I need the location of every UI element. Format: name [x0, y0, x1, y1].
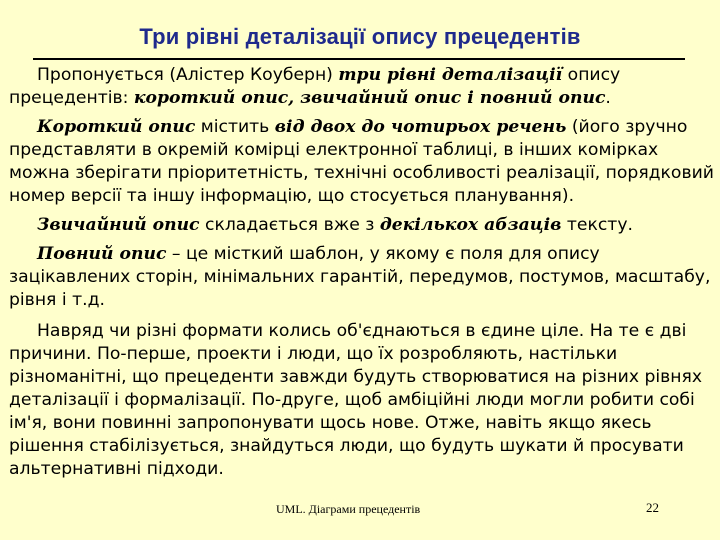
paragraph-intro: [9, 64, 717, 110]
emphasis-three-levels: три рівні деталізації: [338, 65, 563, 85]
emphasis-usual-description: Звичайний опис: [37, 215, 200, 235]
paragraph-full-description: [9, 243, 717, 312]
text-segment: складається вже з: [199, 215, 380, 235]
emphasis-short-description: Короткий опис: [37, 117, 196, 137]
text-segment: Навряд чи різні формати колись об'єднаються в єдине ціле. На те є дві причини. По-перше, проекти і люди, що їх розробляють, настільки різноманітні, що прецеденти завжди будуть створюватися на різних рівнях деталізації і формалізації. По-друге, щоб амбіційні люди могли робити собі ім'я, вони повинні запропонувати щось нове. Отже, навіть якщо якесь рішення стабілізується, знайдуться люди, що будуть шукати й просувати альтернативні підходи.: [9, 321, 703, 479]
emphasis-sentence-count: від двох до чотирьох речень: [274, 117, 567, 137]
emphasis-several-paragraphs: декількох абзаців: [379, 215, 562, 235]
text-segment: – це місткий шаблон, у якому є поля для опису зацікавлених сторін, мінімальних гарантій, передумов, постумов, масштабу, рівня і т.д.: [9, 244, 711, 310]
text-segment: Пропонується (Алістер Коуберн): [37, 65, 339, 85]
text-segment: опису прецедентів:: [9, 65, 621, 108]
page-number: 22: [646, 500, 659, 515]
paragraph-usual-description: [9, 214, 717, 237]
slide-body: [9, 64, 717, 482]
emphasis-description-types: короткий опис, звичайний опис і повний опис: [133, 88, 606, 108]
text-segment: тексту.: [561, 215, 633, 235]
paragraph-short-description: [9, 116, 717, 208]
text-segment: .: [605, 88, 611, 108]
text-segment: містить: [195, 117, 275, 137]
paragraph-conclusion: [9, 320, 717, 481]
title-divider: [33, 58, 685, 60]
footer-label: UML. Діаграми прецедентів: [276, 502, 421, 516]
slide-title: Три рівні деталізації опису прецедентів: [139, 24, 581, 49]
text-segment: (його зручно представляти в окремій комірці електронної таблиці, в інших комірках можна зберігати пріоритетність, технічні особливості реалізації, порядковий номер версії та іншу інформацію, що стосується планування).: [9, 117, 714, 206]
emphasis-full-description: Повний опис: [37, 244, 167, 264]
